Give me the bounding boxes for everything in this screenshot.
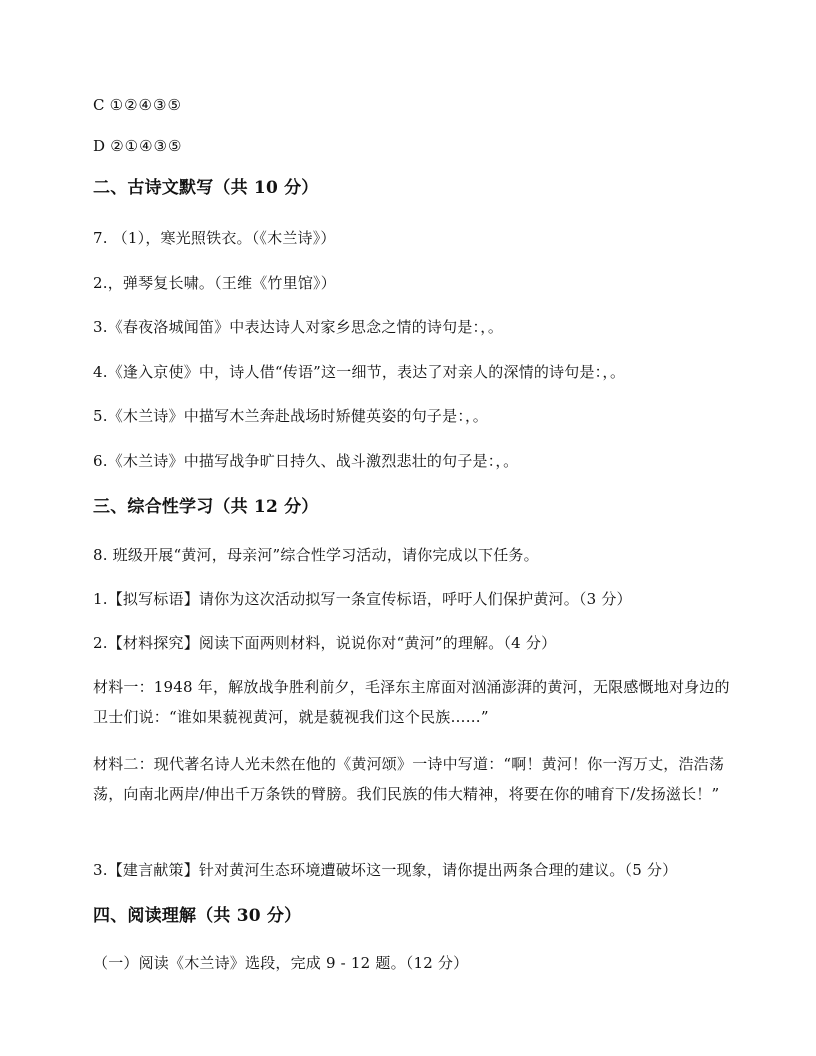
option-c [93,95,182,115]
question-8: 8. 班级开展“黄河，母亲河”综合性学习活动，请你完成以下任务。 [93,546,539,564]
material-1: 材料一：1948 年，解放战争胜利前夕，毛泽东主席面对汹涌澎湃的黄河，无限感慨地对身边的卫士们说：“谁如果藐视黄河，就是藐视我们这个民族……” [93,678,730,726]
section-2-heading: 二、古诗文默写（共 10 分） [93,178,319,198]
question-7-3: 3.《春夜洛城闻笛》中表达诗人对家乡思念之情的诗句是：，。 [93,318,504,336]
task-2: 2.【材料探究】阅读下面两则材料，说说你对“黄河”的理解。（4 分） [93,634,557,652]
option-d [93,136,182,156]
question-7-4: 4.《逢入京使》中，诗人借“传语”这一细节，表达了对亲人的深情的诗句是：，。 [93,363,626,381]
question-7-1: 7. （1），寒光照铁衣。（《木兰诗》） [93,229,336,247]
question-7-5: 5.《木兰诗》中描写木兰奔赴战场时矫健英姿的句子是：，。 [93,407,488,425]
question-7-2: 2.，弹琴复长啸。（王维《竹里馆》） [93,274,336,292]
section-4-heading: 四、阅读理解（共 30 分） [93,906,302,926]
section-3-heading: 三、综合性学习（共 12 分） [93,497,319,517]
reading-part-1: （一）阅读《木兰诗》选段，完成 9 - 12 题。（12 分） [93,954,469,972]
task-1: 1.【拟写标语】请你为这次活动拟写一条宣传标语，呼吁人们保护黄河。（3 分） [93,590,632,608]
option-c-value: ①②④③⑤ [109,96,182,114]
option-c-letter: C [93,96,105,114]
option-d-value: ②①④③⑤ [110,137,183,155]
option-d-letter: D [93,137,106,155]
task-3: 3.【建言献策】针对黄河生态环境遭破坏这一现象，请你提出两条合理的建议。（5 分） [93,861,678,879]
material-2: 材料二：现代著名诗人光未然在他的《黄河颂》一诗中写道：“啊！黄河！你一泻万丈，浩浩荡荡，向南北两岸/伸出千万条铁的臂膀。我们民族的伟大精神，将要在你的哺育下/发扬滋长！” [93,755,725,803]
question-7-6: 6.《木兰诗》中描写战争旷日持久、战斗激烈悲壮的句子是：，。 [93,452,519,470]
